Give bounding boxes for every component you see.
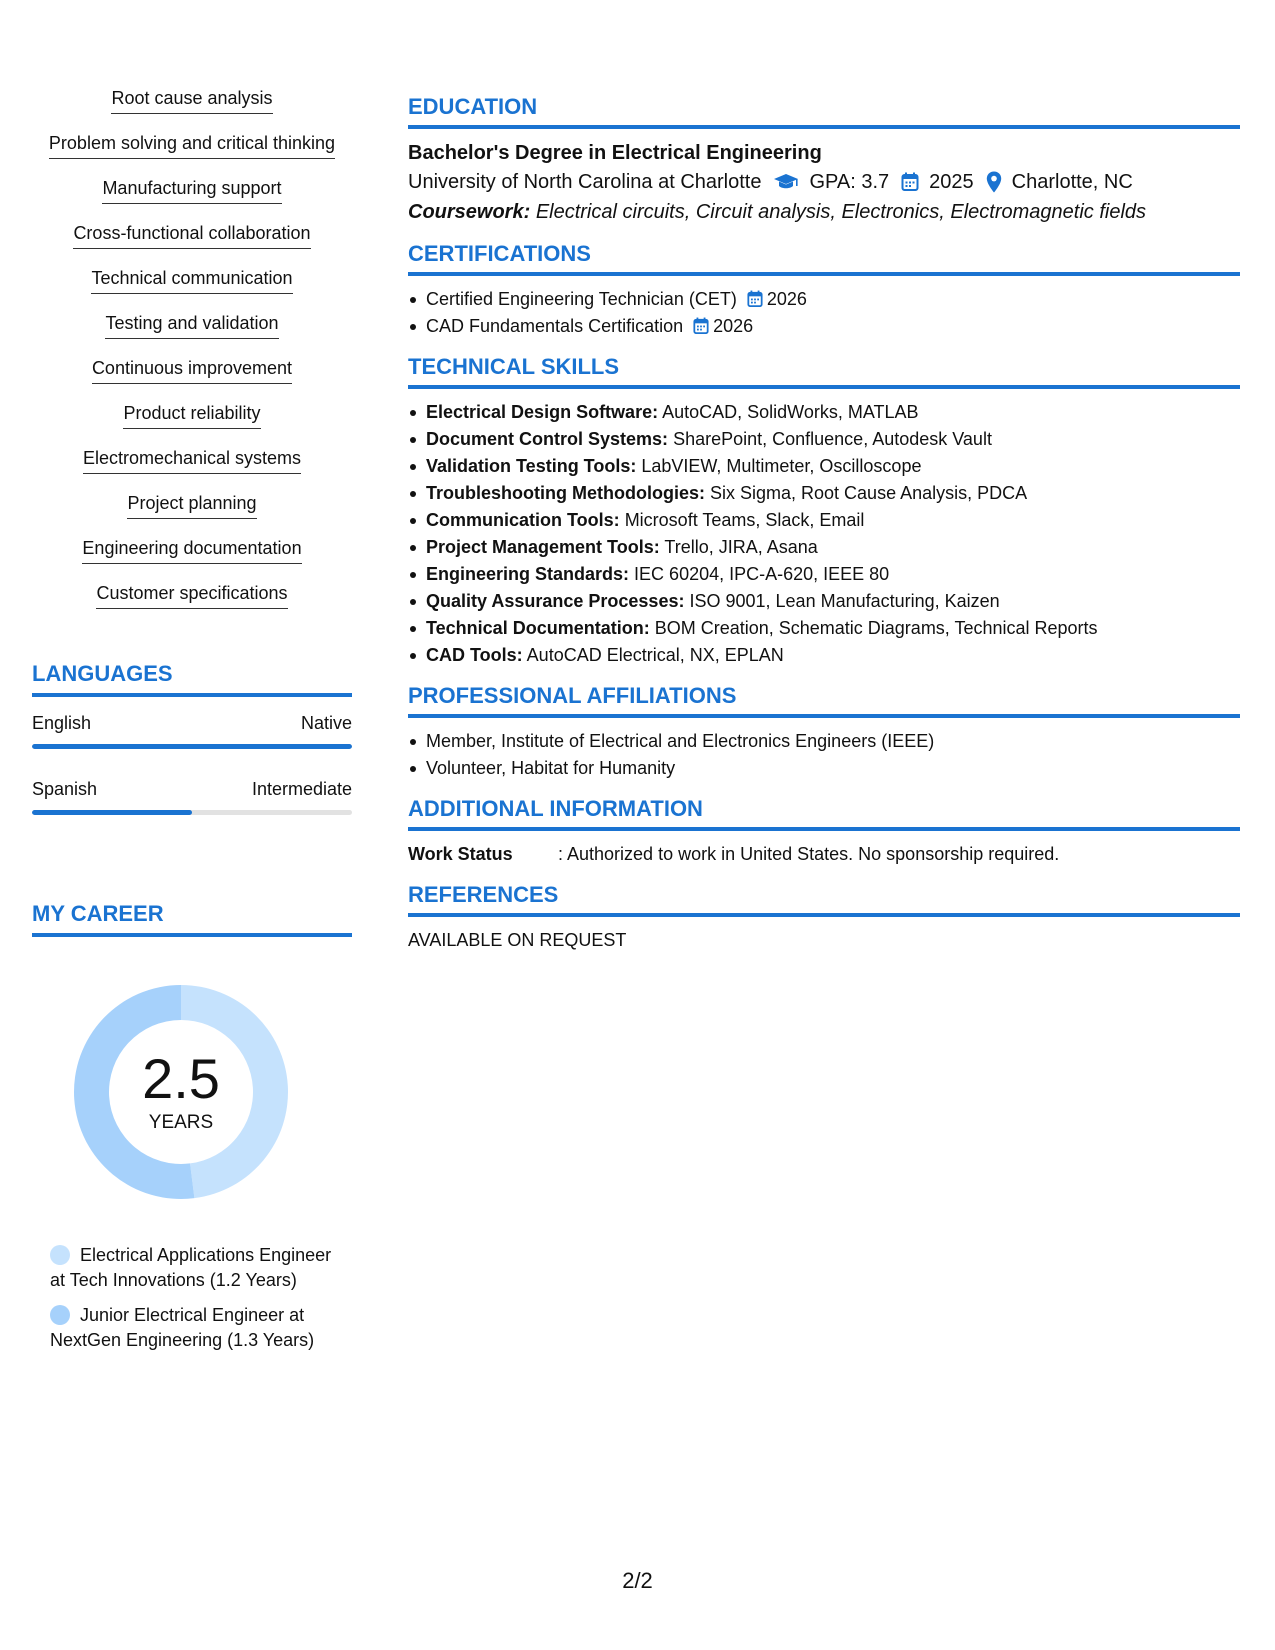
affiliations-heading: PROFESSIONAL AFFILIATIONS	[408, 683, 1240, 718]
skill-category: Document Control Systems:	[426, 429, 669, 449]
map-pin-icon	[986, 171, 1002, 193]
skill-label: Customer specifications	[96, 581, 287, 609]
graduation-year: 2025	[929, 171, 974, 193]
technical-skill-item	[408, 588, 1240, 615]
certifications-list	[408, 286, 1240, 340]
career-legend-label: Junior Electrical Engineer at NextGen Engineering (1.3 Years)	[50, 1305, 315, 1350]
right-column	[408, 94, 1240, 968]
technical-skill-item	[408, 534, 1240, 561]
skill-item	[32, 491, 352, 536]
career-donut-chart	[66, 977, 296, 1207]
skill-category: Validation Testing Tools:	[426, 456, 637, 476]
skill-values: BOM Creation, Schematic Diagrams, Technical Reports	[654, 618, 1098, 638]
skill-label: Product reliability	[123, 401, 260, 429]
skill-values: Microsoft Teams, Slack, Email	[624, 510, 865, 530]
skill-label: Root cause analysis	[111, 86, 272, 114]
coursework-label: Coursework:	[408, 201, 531, 223]
skill-label: Technical communication	[91, 266, 292, 294]
technical-skills-list	[408, 399, 1240, 669]
skill-item	[32, 401, 352, 446]
skill-label: Cross-functional collaboration	[73, 221, 310, 249]
work-status-row	[408, 841, 1240, 868]
career-legend-item	[50, 1243, 340, 1293]
language-name: Spanish	[32, 779, 98, 799]
skill-label: Project planning	[127, 491, 256, 519]
affiliations-section	[408, 683, 1240, 782]
technical-skills-section	[408, 354, 1240, 669]
skill-values: LabVIEW, Multimeter, Oscilloscope	[641, 456, 922, 476]
skill-values: SharePoint, Confluence, Autodesk Vault	[673, 429, 992, 449]
affiliations-list	[408, 728, 1240, 782]
additional-info-section	[408, 796, 1240, 868]
education-section	[408, 94, 1240, 227]
skill-item	[32, 446, 352, 491]
certification-name: CAD Fundamentals Certification	[426, 316, 684, 336]
certifications-section	[408, 241, 1240, 340]
languages-heading: LANGUAGES	[32, 661, 352, 697]
skill-item	[32, 131, 352, 176]
coursework	[408, 197, 1240, 227]
skill-item	[32, 311, 352, 356]
skill-category: CAD Tools:	[426, 645, 523, 665]
career-legend-label: Electrical Applications Engineer at Tech Innovations (1.2 Years)	[50, 1245, 332, 1290]
skill-label: Testing and validation	[105, 311, 278, 339]
school-name: University of North Carolina at Charlotte	[408, 171, 762, 193]
technical-skill-item	[408, 642, 1240, 669]
skill-label: Manufacturing support	[102, 176, 281, 204]
skill-category: Troubleshooting Methodologies:	[426, 483, 705, 503]
language-item-english	[32, 713, 352, 749]
skill-values: Six Sigma, Root Cause Analysis, PDCA	[710, 483, 1028, 503]
skill-category: Communication Tools:	[426, 510, 620, 530]
affiliation-item: Member, Institute of Electrical and Electronics Engineers (IEEE)	[408, 728, 1240, 755]
certification-item	[408, 286, 1240, 313]
technical-skill-item	[408, 507, 1240, 534]
language-level-fill	[32, 810, 192, 815]
certifications-heading: CERTIFICATIONS	[408, 241, 1240, 276]
skill-item	[32, 356, 352, 401]
skill-item	[32, 86, 352, 131]
calendar-icon	[693, 317, 709, 335]
degree-title: Bachelor's Degree in Electrical Engineering	[408, 142, 822, 164]
technical-skill-item	[408, 561, 1240, 588]
donut-center	[66, 977, 296, 1207]
skills-list	[32, 86, 352, 626]
gpa: GPA: 3.7	[809, 171, 890, 193]
school-location: Charlotte, NC	[1011, 171, 1133, 193]
language-level-bar	[32, 810, 352, 815]
technical-skill-item	[408, 453, 1240, 480]
work-status-value: : Authorized to work in United States. No sponsorship required.	[558, 844, 1060, 864]
career-total-unit: YEARS	[148, 1112, 214, 1133]
skill-values: ISO 9001, Lean Manufacturing, Kaizen	[689, 591, 1000, 611]
calendar-icon	[901, 172, 919, 192]
skill-values: AutoCAD, SolidWorks, MATLAB	[662, 402, 919, 422]
skill-label: Problem solving and critical thinking	[49, 131, 335, 159]
technical-skill-item	[408, 615, 1240, 642]
skill-category: Quality Assurance Processes:	[426, 591, 685, 611]
graduation-cap-icon	[773, 173, 799, 191]
career-legend-item	[50, 1303, 340, 1353]
skill-category: Electrical Design Software:	[426, 402, 659, 422]
legend-dot	[50, 1305, 70, 1325]
skill-item	[32, 581, 352, 626]
career-legend	[50, 1243, 340, 1353]
certification-year: 2026	[713, 316, 754, 336]
certification-item	[408, 313, 1240, 340]
skill-label: Continuous improvement	[92, 356, 292, 384]
certification-name: Certified Engineering Technician (CET)	[426, 289, 737, 309]
technical-skill-item	[408, 399, 1240, 426]
skill-label: Engineering documentation	[82, 536, 301, 564]
skill-category: Project Management Tools:	[426, 537, 660, 557]
work-status-label: Work Status	[408, 844, 513, 864]
references-section	[408, 882, 1240, 954]
technical-skills-heading: TECHNICAL SKILLS	[408, 354, 1240, 389]
skill-item	[32, 266, 352, 311]
skill-values: Trello, JIRA, Asana	[664, 537, 818, 557]
career-total-years: 2.5	[142, 1047, 220, 1110]
skill-item	[32, 536, 352, 581]
skill-category: Engineering Standards:	[426, 564, 630, 584]
language-level-bar	[32, 744, 352, 749]
skill-values: IEC 60204, IPC-A-620, IEEE 80	[634, 564, 890, 584]
certification-year: 2026	[766, 289, 807, 309]
technical-skill-item	[408, 480, 1240, 507]
education-heading: EDUCATION	[408, 94, 1240, 129]
languages-section	[32, 661, 352, 815]
skill-label: Electromechanical systems	[83, 446, 301, 474]
technical-skill-item	[408, 426, 1240, 453]
language-level: Native	[300, 713, 352, 733]
language-name: English	[32, 713, 92, 733]
career-heading: MY CAREER	[32, 901, 352, 937]
skill-item	[32, 221, 352, 266]
skill-category: Technical Documentation:	[426, 618, 650, 638]
career-section	[32, 901, 352, 1363]
references-text: AVAILABLE ON REQUEST	[408, 930, 627, 950]
language-level-fill	[32, 744, 352, 749]
legend-dot	[50, 1245, 70, 1265]
skill-item	[32, 176, 352, 221]
coursework-list: Electrical circuits, Circuit analysis, Electronics, Electromagnetic fields	[535, 201, 1147, 223]
language-item-spanish	[32, 779, 352, 815]
skill-values: AutoCAD Electrical, NX, EPLAN	[526, 645, 784, 665]
affiliation-item: Volunteer, Habitat for Humanity	[408, 755, 1240, 782]
references-heading: REFERENCES	[408, 882, 1240, 917]
additional-info-heading: ADDITIONAL INFORMATION	[408, 796, 1240, 831]
page-number: 2/2	[622, 1568, 653, 1593]
calendar-icon	[747, 290, 763, 308]
left-column	[32, 86, 352, 1350]
language-level: Intermediate	[251, 779, 352, 799]
education-details	[408, 167, 1240, 197]
